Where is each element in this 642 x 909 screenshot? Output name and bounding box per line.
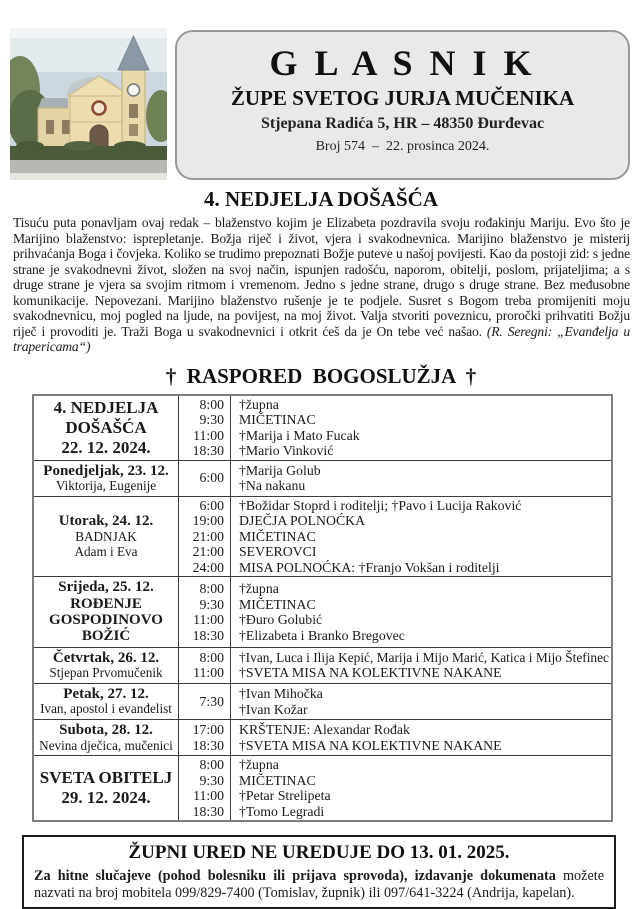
- masthead-address: Stjepana Radića 5, HR – 48350 Đurđevac: [260, 115, 545, 132]
- day-cell: [33, 647, 179, 683]
- day-line: Srijeda, 25. 12.: [58, 579, 154, 596]
- day-cell: [33, 684, 179, 720]
- article-title: 4. NEDJELJA DOŠAŠĆA: [204, 187, 438, 211]
- masthead-title: G L A S N I K: [269, 43, 536, 83]
- service-cell: [231, 460, 613, 496]
- day-line: Petak, 27. 12.: [63, 686, 149, 703]
- office-notice-text: [34, 868, 604, 901]
- service-line: †Ivan Kožar: [239, 701, 308, 717]
- time-value: 21:00: [192, 528, 224, 544]
- day-line: Adam i Eva: [74, 543, 138, 559]
- day-line: BADNJAK: [75, 528, 137, 544]
- time-value: 18:30: [192, 803, 224, 819]
- service-line: †župna: [239, 757, 279, 773]
- time-value: 8:00: [199, 581, 224, 597]
- time-value: 18:30: [192, 627, 224, 643]
- service-cell: [231, 720, 613, 756]
- header: [0, 0, 642, 180]
- schedule-table-body: [33, 395, 612, 822]
- service-line: †Božidar Stoprd i roditelji; †Pavo i Lucija Raković: [239, 497, 522, 513]
- day-cell: [33, 756, 179, 822]
- time-value: 19:00: [192, 513, 224, 529]
- day-line: ROĐENJE: [70, 595, 142, 612]
- service-line: MIČETINAC: [239, 412, 316, 427]
- service-line: †Na nakanu: [239, 478, 306, 494]
- schedule-row: [33, 647, 612, 683]
- day-line: Stjepan Prvomučenik: [49, 665, 163, 681]
- schedule-table: [32, 394, 613, 823]
- service-cell: [231, 684, 613, 720]
- time-value: 11:00: [193, 788, 224, 804]
- day-cell: [33, 720, 179, 756]
- schedule-row: [33, 756, 612, 822]
- article-body-text: Tisuću puta ponavljam ovaj redak – blaženstvo kojim je Elizabeta pozdravila svoju rođakinju Mariju. Evo što je Marijino blaženstvo: isprepletanje. Božja riječ i život, vjera i svakodnevnica. Marijino blaženstvo je misterij prihvaćanja Boga i čovjeka. Koliko se trudimo prepoznati Božje puteve u našoj povijesti. Kao da postoji zid: s jedne strane je svakodnevni život, složen na svoj način, ispunjen radošću, naporom, obitelji, poslom, prijateljima; a s druge strane je vjera sa svojim ritmom i vremenom. Jedno s jedne strane, drugo s druge strane. Bez međusobne komunikacije. Nepovezani. Marijino blaženstvo rušenje je te podjele. Susret s Bogom treba promijeniti moju svakodnevnicu, moj pogled na ljude, na povijest, na moj život. Valja stvoriti poveznicu, proročki prihvatiti Božju riječ i provoditi je. Traži Boga u svakodnevnici i otkrit ćeš da je On tebe već našao.: [13, 215, 630, 339]
- time-value: 17:00: [192, 722, 224, 738]
- service-line: KRŠTENJE: Alexandar Rođak: [239, 722, 410, 738]
- service-line: †Ivan Mihočka: [239, 686, 323, 702]
- service-line: SEVEROVCI: [239, 544, 317, 560]
- time-value: 8:00: [199, 396, 224, 412]
- time-value: 21:00: [192, 544, 224, 560]
- day-line: 29. 12. 2024.: [61, 788, 151, 808]
- masthead-box: [175, 30, 630, 180]
- time-cell: [179, 647, 231, 683]
- schedule-row: [33, 395, 612, 461]
- time-value: 18:30: [192, 737, 224, 753]
- service-line: †Elizabeta i Branko Bregovec: [239, 627, 405, 643]
- service-line: †župna: [239, 581, 279, 597]
- office-notice-bold: Za hitne slučajeve (pohod bolesniku ili prijava sprovoda), izdavanje dokumenata: [34, 868, 556, 885]
- service-line: MIČETINAC: [239, 528, 316, 544]
- time-value: 11:00: [193, 665, 224, 681]
- day-cell: [33, 395, 179, 461]
- service-line: †župna: [239, 396, 279, 412]
- time-cell: [179, 460, 231, 496]
- office-notice-box: [22, 835, 616, 908]
- day-line: DOŠAŠĆA: [65, 417, 147, 437]
- service-line: MISA POLNOĆKA: †Franjo Vokšan i roditelji: [239, 559, 500, 575]
- schedule-row: [33, 460, 612, 496]
- time-value: 11:00: [193, 427, 224, 443]
- day-line: Ponedjeljak, 23. 12.: [43, 462, 169, 479]
- service-line: †Marija i Mato Fucak: [239, 427, 360, 443]
- time-cell: [179, 577, 231, 648]
- article-body: [13, 215, 630, 355]
- church-photo: [10, 28, 167, 180]
- day-cell: [33, 496, 179, 577]
- schedule-title: † RASPORED BOGOSLUŽJA †: [165, 363, 477, 388]
- time-value: 9:30: [199, 772, 224, 788]
- service-line: †Marija Golub: [239, 462, 321, 478]
- service-line: MIČETINAC: [239, 772, 316, 788]
- time-value: 8:00: [199, 649, 224, 665]
- service-line: †Tomo Legradi: [239, 803, 325, 819]
- day-line: 22. 12. 2024.: [61, 437, 151, 457]
- service-line: †Ivan, Luca i Ilija Kepić, Marija i Mijo Marić, Katica i Mijo Štefinec: [239, 649, 609, 665]
- service-line: MIČETINAC: [239, 596, 316, 612]
- time-value: 11:00: [193, 612, 224, 628]
- office-notice-title: ŽUPNI URED NE UREDUJE DO 13. 01. 2025.: [128, 842, 510, 864]
- service-line: †Petar Strelipeta: [239, 788, 331, 804]
- time-cell: [179, 684, 231, 720]
- day-line: 4. NEDJELJA: [53, 397, 159, 417]
- time-value: 24:00: [192, 559, 224, 575]
- schedule-row: [33, 577, 612, 648]
- day-line: BOŽIĆ: [81, 628, 131, 645]
- service-line: †SVETA MISA NA KOLEKTIVNE NAKANE: [239, 665, 502, 681]
- day-line: Četvrtak, 26. 12.: [52, 649, 160, 666]
- time-cell: [179, 496, 231, 577]
- time-value: 7:30: [199, 693, 224, 709]
- service-line: DJEČJA POLNOĆKA: [239, 513, 366, 529]
- day-line: Utorak, 24. 12.: [58, 513, 154, 530]
- day-line: Nevina dječica, mučenici: [39, 737, 173, 753]
- service-cell: [231, 395, 613, 461]
- article-citation: (R. Seregni: „Evanđelja u trapericama“): [13, 323, 630, 354]
- masthead-issue-date: Broj 574 – 22. prosinca 2024.: [315, 139, 490, 154]
- service-cell: [231, 577, 613, 648]
- day-cell: [33, 577, 179, 648]
- office-notice-rest: možete nazvati na broj mobitela 099/829-7400 (Tomislav, župnik) ili 097/641-3224 (Andrija, kapelan).: [34, 868, 604, 902]
- time-cell: [179, 720, 231, 756]
- time-value: 18:30: [192, 443, 224, 458]
- day-line: SVETA OBITELJ: [39, 768, 173, 788]
- time-value: 8:00: [199, 757, 224, 773]
- day-line: Subota, 28. 12.: [59, 722, 153, 739]
- schedule-row: [33, 496, 612, 577]
- service-cell: [231, 756, 613, 822]
- service-line: †SVETA MISA NA KOLEKTIVNE NAKANE: [239, 737, 502, 753]
- schedule-row: [33, 720, 612, 756]
- schedule-row: [33, 684, 612, 720]
- time-cell: [179, 756, 231, 822]
- masthead-subtitle: ŽUPE SVETOG JURJA MUČENIKA: [230, 86, 575, 110]
- day-line: GOSPODINOVO: [49, 612, 163, 629]
- service-cell: [231, 496, 613, 577]
- time-value: 6:00: [199, 497, 224, 513]
- time-value: 9:30: [199, 412, 224, 427]
- time-value: 9:30: [199, 596, 224, 612]
- service-line: †Mario Vinković: [239, 443, 334, 458]
- time-cell: [179, 395, 231, 461]
- day-line: Viktorija, Eugenije: [55, 477, 157, 493]
- service-line: †Đuro Golubić: [239, 612, 323, 628]
- time-value: 6:00: [199, 470, 224, 486]
- service-cell: [231, 647, 613, 683]
- day-line: Ivan, apostol i evanđelist: [40, 701, 172, 717]
- day-cell: [33, 460, 179, 496]
